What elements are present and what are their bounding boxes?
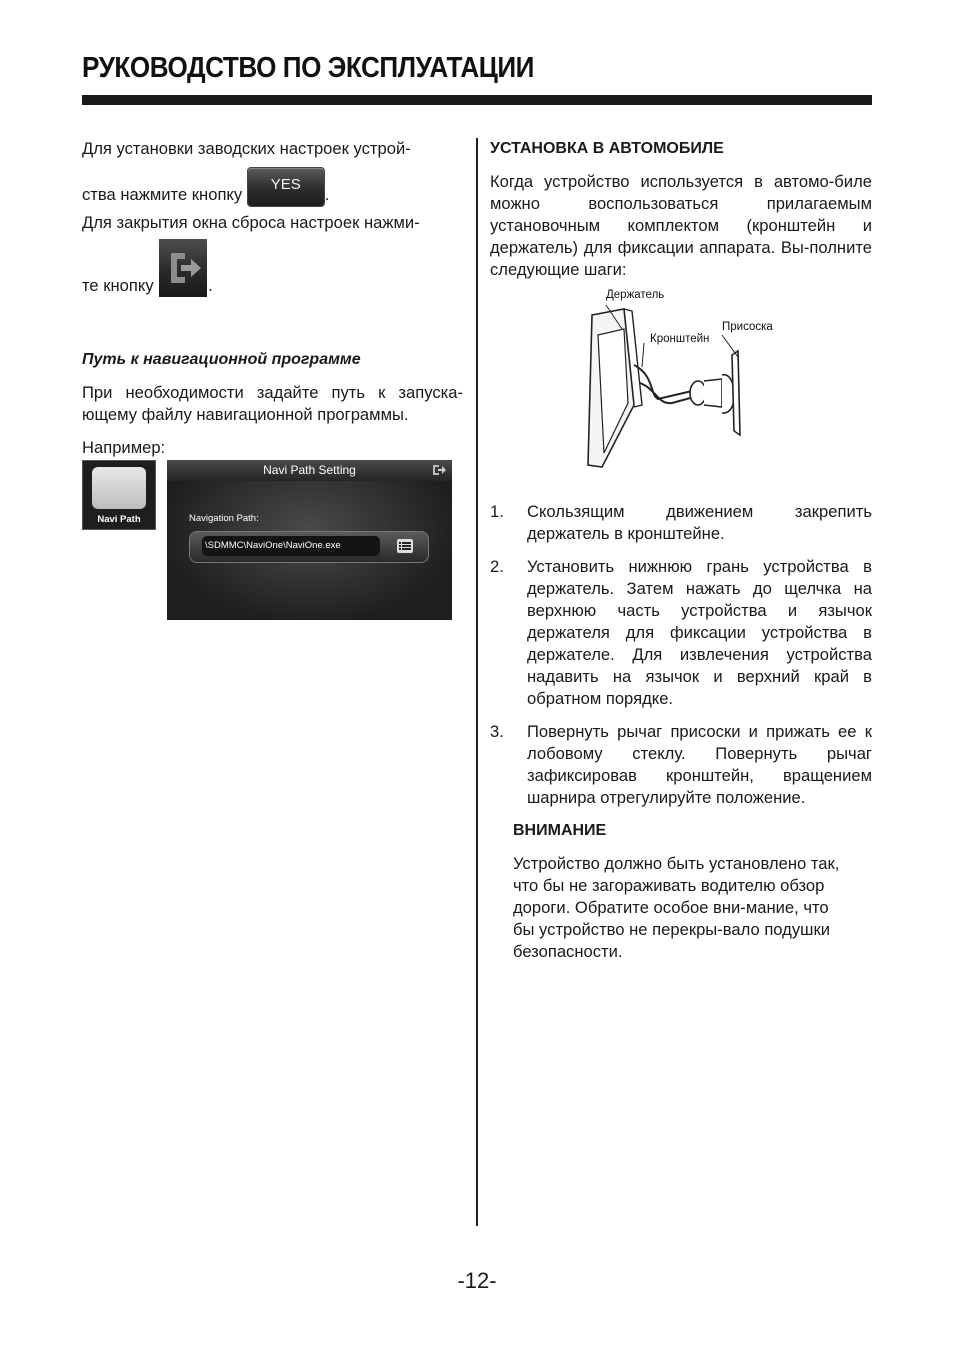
step-text: Установить нижнюю грань устройства в держатель. Затем нажать до щелчка на верхнюю часть устройства и язычок держателя для фиксации устройства в держателе. Для извлечения устройства надавить на язычок и верхний край в обратном порядке. [527,557,872,708]
step-text: Скользящим движением закрепить держатель в кронштейне. [527,502,872,543]
navi-screen-body [167,481,452,620]
page-title: РУКОВОДСТВО ПО ЭКСПЛУАТАЦИИ [82,52,534,84]
column-divider [476,138,478,1226]
exit-arrow-icon [159,239,207,297]
right-column [490,138,872,963]
navi-path-icon-button[interactable] [82,460,156,530]
reset-text-before-yes: ства нажмите кнопку [82,185,243,204]
navigation-path-field[interactable] [189,531,429,563]
example-label: Например: [82,438,166,457]
navigation-path-value: \SDMMC\NaviOne\NaviOne.exe [202,536,380,556]
navi-screen-title: Navi Path Setting [263,463,356,477]
step-item [490,556,872,710]
step-text: Повернуть рычаг присоски и прижать ее к лобовому стеклу. Повернуть рычаг зафиксировав кронштейн, вращением шарнира отрегулируйте положение. [527,722,872,807]
mount-illustration [562,295,822,485]
reset-text-line3: Для закрытия окна сброса настроек нажми- [82,213,420,232]
browse-list-icon[interactable] [396,537,414,560]
path-text: При необходимости задайте путь к запуска-ющему файлу навигационной программы. [82,383,463,424]
reset-text-line4 [82,239,463,297]
navi-screen-titlebar [167,460,452,481]
step-number: 2. [490,557,504,576]
page-number: -12- [457,1268,497,1293]
navi-path-screen [167,460,452,620]
step-item [490,501,872,545]
exit-button[interactable] [159,239,207,297]
reset-text-line1: Для установки заводских настроек устрой- [82,139,411,158]
mount-diagram [562,289,822,485]
left-column [82,138,463,551]
caution-heading: ВНИМАНИЕ [513,822,607,839]
suction-label: Присоска [722,321,773,333]
reset-text-line2 [82,168,463,206]
navigation-path-label: Navigation Path: [189,513,259,524]
installation-steps [490,501,872,809]
period: . [324,185,330,204]
step-number: 1. [490,502,504,521]
navi-path-tile-icon [92,467,146,509]
period: . [208,276,213,295]
holder-label: Держатель [606,289,665,301]
yes-button[interactable]: YES [248,168,324,206]
installation-heading: УСТАНОВКА В АВТОМОБИЛЕ [490,140,724,157]
path-heading: Путь к навигационной программе [82,351,361,368]
navi-path-icon-label: Navi Path [97,514,141,525]
bracket-label: Кронштейн [650,333,710,345]
step-item [490,721,872,809]
header-rule [82,95,872,105]
reset-text-before-exit: те кнопку [82,276,154,295]
caution-text: Устройство должно быть установлено так, что бы не загораживать водителю обзор дороги. Обратите особое вни-мание, что бы устройство не перекры-вало подушки безопасности. [513,854,840,961]
step-number: 3. [490,722,504,741]
installation-intro: Когда устройство используется в автомо-биле можно воспользоваться прилагаемым установочным комплектом (кронштейн и держатель) для фиксации аппарата. Вы-полните следующие шаги: [490,172,872,279]
